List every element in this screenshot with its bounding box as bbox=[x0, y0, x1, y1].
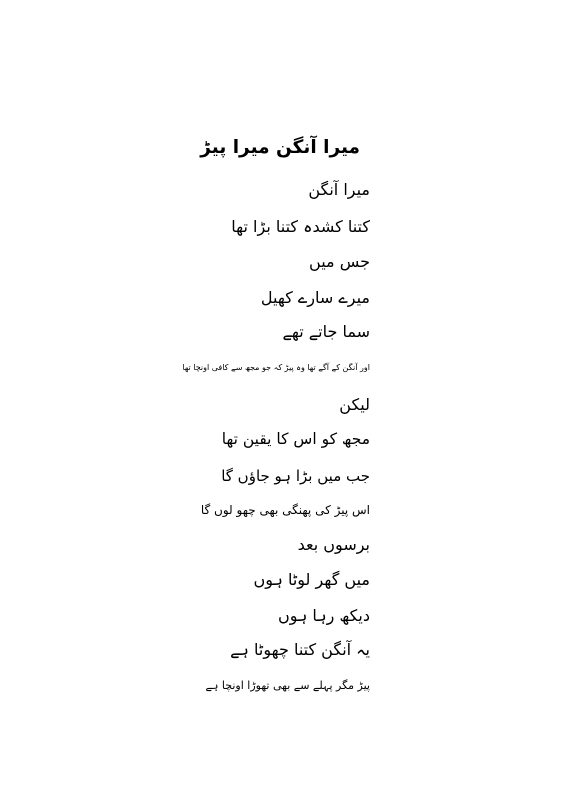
poem-line-6: اور آنگن کے آگے تھا وہ پیڑ کہ جو مجھ سے کافی اونچا تھا bbox=[182, 363, 370, 372]
poem-line-9: جب میں بڑا ہو جاؤں گا bbox=[221, 467, 370, 485]
poem-line-13: دیکھ رہا ہوں bbox=[277, 606, 370, 625]
poem-line-8: مجھ کو اس کا یقین تھا bbox=[221, 430, 370, 448]
poem-line-15: پیڑ مگر پہلے سے بھی تھوڑا اونچا ہے bbox=[205, 679, 370, 692]
poem-line-1: میرا آنگن bbox=[308, 180, 370, 199]
poem-line-4: میرے سارے کھیل bbox=[260, 288, 370, 307]
poem-line-12: میں گھر لوٹا ہوں bbox=[253, 570, 370, 589]
poem-line-5: سما جاتے تھے bbox=[282, 322, 370, 341]
poem-line-7: لیکن bbox=[339, 395, 370, 414]
poem-line-2: کتنا کشدہ کتنا بڑا تھا bbox=[231, 217, 370, 236]
poem-title: میرا آنگن میرا پیڑ bbox=[200, 137, 360, 158]
poem-line-10: اس پیڑ کی پھنگی بھی چھو لوں گا bbox=[200, 503, 370, 517]
poem-line-3: جس میں bbox=[309, 252, 370, 271]
poem-line-14: یہ آنگن کتنا چھوٹا ہے bbox=[230, 640, 370, 659]
poem-line-11: برسوں بعد bbox=[297, 535, 370, 554]
